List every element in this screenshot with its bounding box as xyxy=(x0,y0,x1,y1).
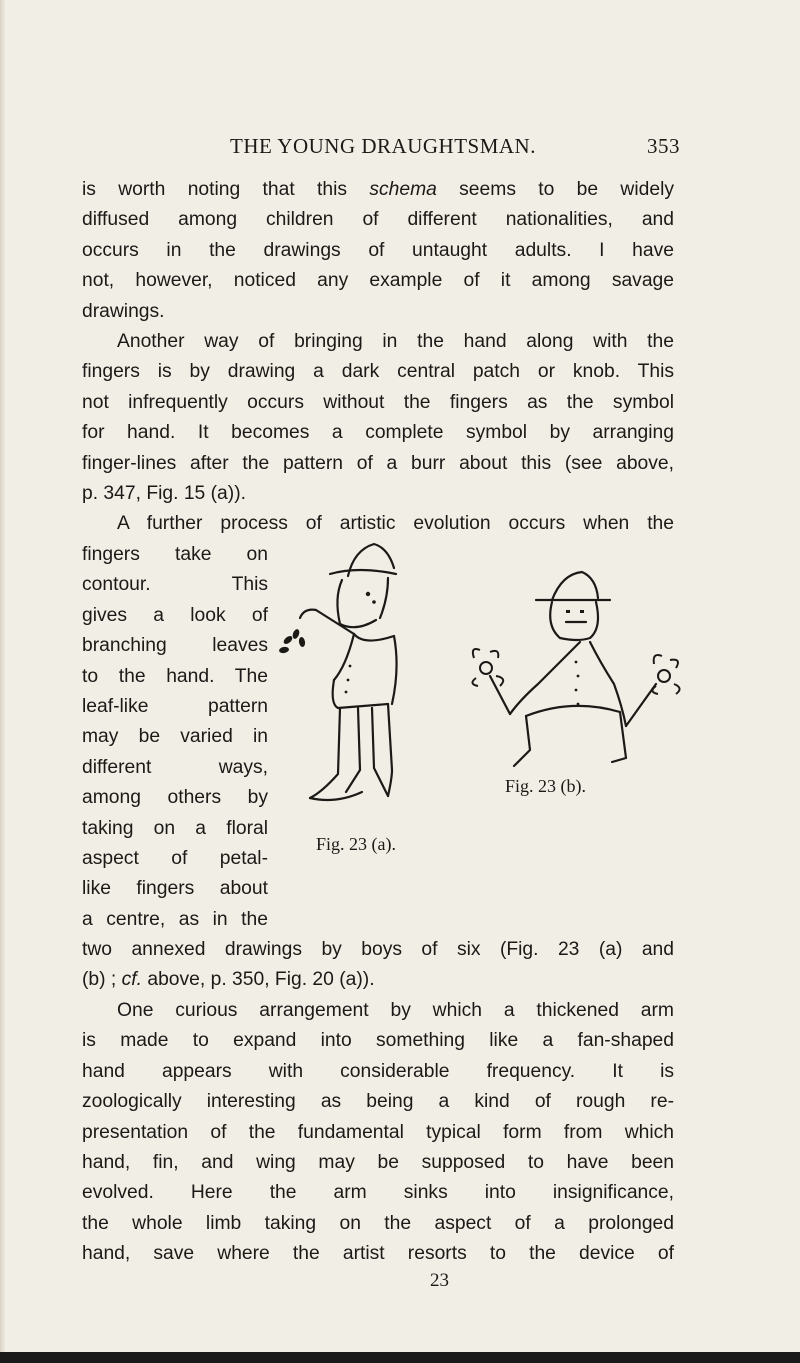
paragraph-3-remainder xyxy=(82,935,674,996)
text-line: finger-lines after the pattern of a burr about this (see above, xyxy=(82,452,674,474)
text-line: gives a look of xyxy=(82,604,268,626)
text-line: Another way of bringing in the hand along with the xyxy=(117,331,674,352)
floral-hand-left xyxy=(472,649,503,686)
text-line: to the hand. The xyxy=(82,665,268,687)
paragraph-1 xyxy=(82,175,674,327)
figure-23a-caption: Fig. 23 (a). xyxy=(316,834,396,854)
text-line: for hand. It becomes a complete symbol by arranging xyxy=(82,422,674,444)
text-line: presentation of the fundamental typical form from which xyxy=(82,1121,674,1143)
text-line: zoologically interesting as being a kind of rough re- xyxy=(82,1091,674,1113)
text-line: evolved. Here the arm sinks into insignificance, xyxy=(82,1182,674,1204)
text-line: two annexed drawings by boys of six (Fig. 23 (a) and xyxy=(82,939,674,960)
text-line: leaf-like pattern xyxy=(82,695,268,717)
text-line: fingers take on xyxy=(82,544,268,565)
text-line: different ways, xyxy=(82,756,268,778)
page-number: 353 xyxy=(647,134,680,158)
cf-italic: cf. xyxy=(121,969,142,991)
text-line: the whole limb taking on the aspect of a prolonged xyxy=(82,1212,674,1234)
figure-23b-drawing xyxy=(470,566,690,786)
text-line: A further process of artistic evolution occurs when the xyxy=(117,513,674,534)
text-line: among others by xyxy=(82,787,268,809)
paragraph-2 xyxy=(82,327,674,509)
page-gutter-shadow xyxy=(0,0,6,1363)
leaf-hand-a xyxy=(279,628,306,654)
figure-23b-caption: Fig. 23 (b). xyxy=(505,776,586,796)
text-line: not infrequently occurs without the fingers as the symbol xyxy=(82,391,674,413)
running-title: THE YOUNG DRAUGHTSMAN. xyxy=(230,134,536,158)
text-line: occurs in the drawings of untaught adults. I have xyxy=(82,239,674,261)
text-line: One curious arrangement by which a thickened arm xyxy=(117,1000,674,1021)
running-header xyxy=(230,134,680,164)
paragraph-3-wrapped-column xyxy=(82,540,268,935)
schema-italic: schema xyxy=(369,179,437,200)
floral-hand-right xyxy=(652,655,679,694)
text-line: may be varied in xyxy=(82,726,268,748)
text-line: drawings. xyxy=(82,300,165,322)
text-line: (b) ; cf. above, p. 350, Fig. 20 (a)). xyxy=(82,969,375,991)
text-line: hand, fin, and wing may be supposed to have been xyxy=(82,1151,674,1173)
text-line: fingers is by drawing a dark central patch or knob. This xyxy=(82,361,674,383)
text-line: not, however, noticed any example of it among savage xyxy=(82,270,674,292)
page-bottom-edge xyxy=(0,1352,800,1363)
text-line: hand, save where the artist resorts to the device of xyxy=(82,1243,674,1265)
text-line: contour. This xyxy=(82,574,268,596)
text-line: like fingers about xyxy=(82,878,268,900)
paragraph-4 xyxy=(82,996,674,1270)
paragraph-3-first-line xyxy=(82,509,674,539)
text-line: taking on a floral xyxy=(82,817,268,839)
hat-brim xyxy=(330,570,396,574)
hat-crown xyxy=(552,572,598,600)
text-line: hand appears with considerable frequency. It is xyxy=(82,1060,674,1082)
text-line: branching leaves xyxy=(82,635,268,657)
text-line: aspect of petal- xyxy=(82,847,268,869)
text-line: a centre, as in the xyxy=(82,908,268,930)
text-line: diffused among children of different nationalities, and xyxy=(82,209,674,231)
text-line: is made to expand into something like a fan-shaped xyxy=(82,1030,674,1052)
figure-23a-drawing xyxy=(276,538,436,828)
signature-mark: 23 xyxy=(430,1270,449,1291)
text-line: p. 347, Fig. 15 (a)). xyxy=(82,482,246,504)
text-line: is worth noting that this schema seems to be widely xyxy=(82,179,675,200)
